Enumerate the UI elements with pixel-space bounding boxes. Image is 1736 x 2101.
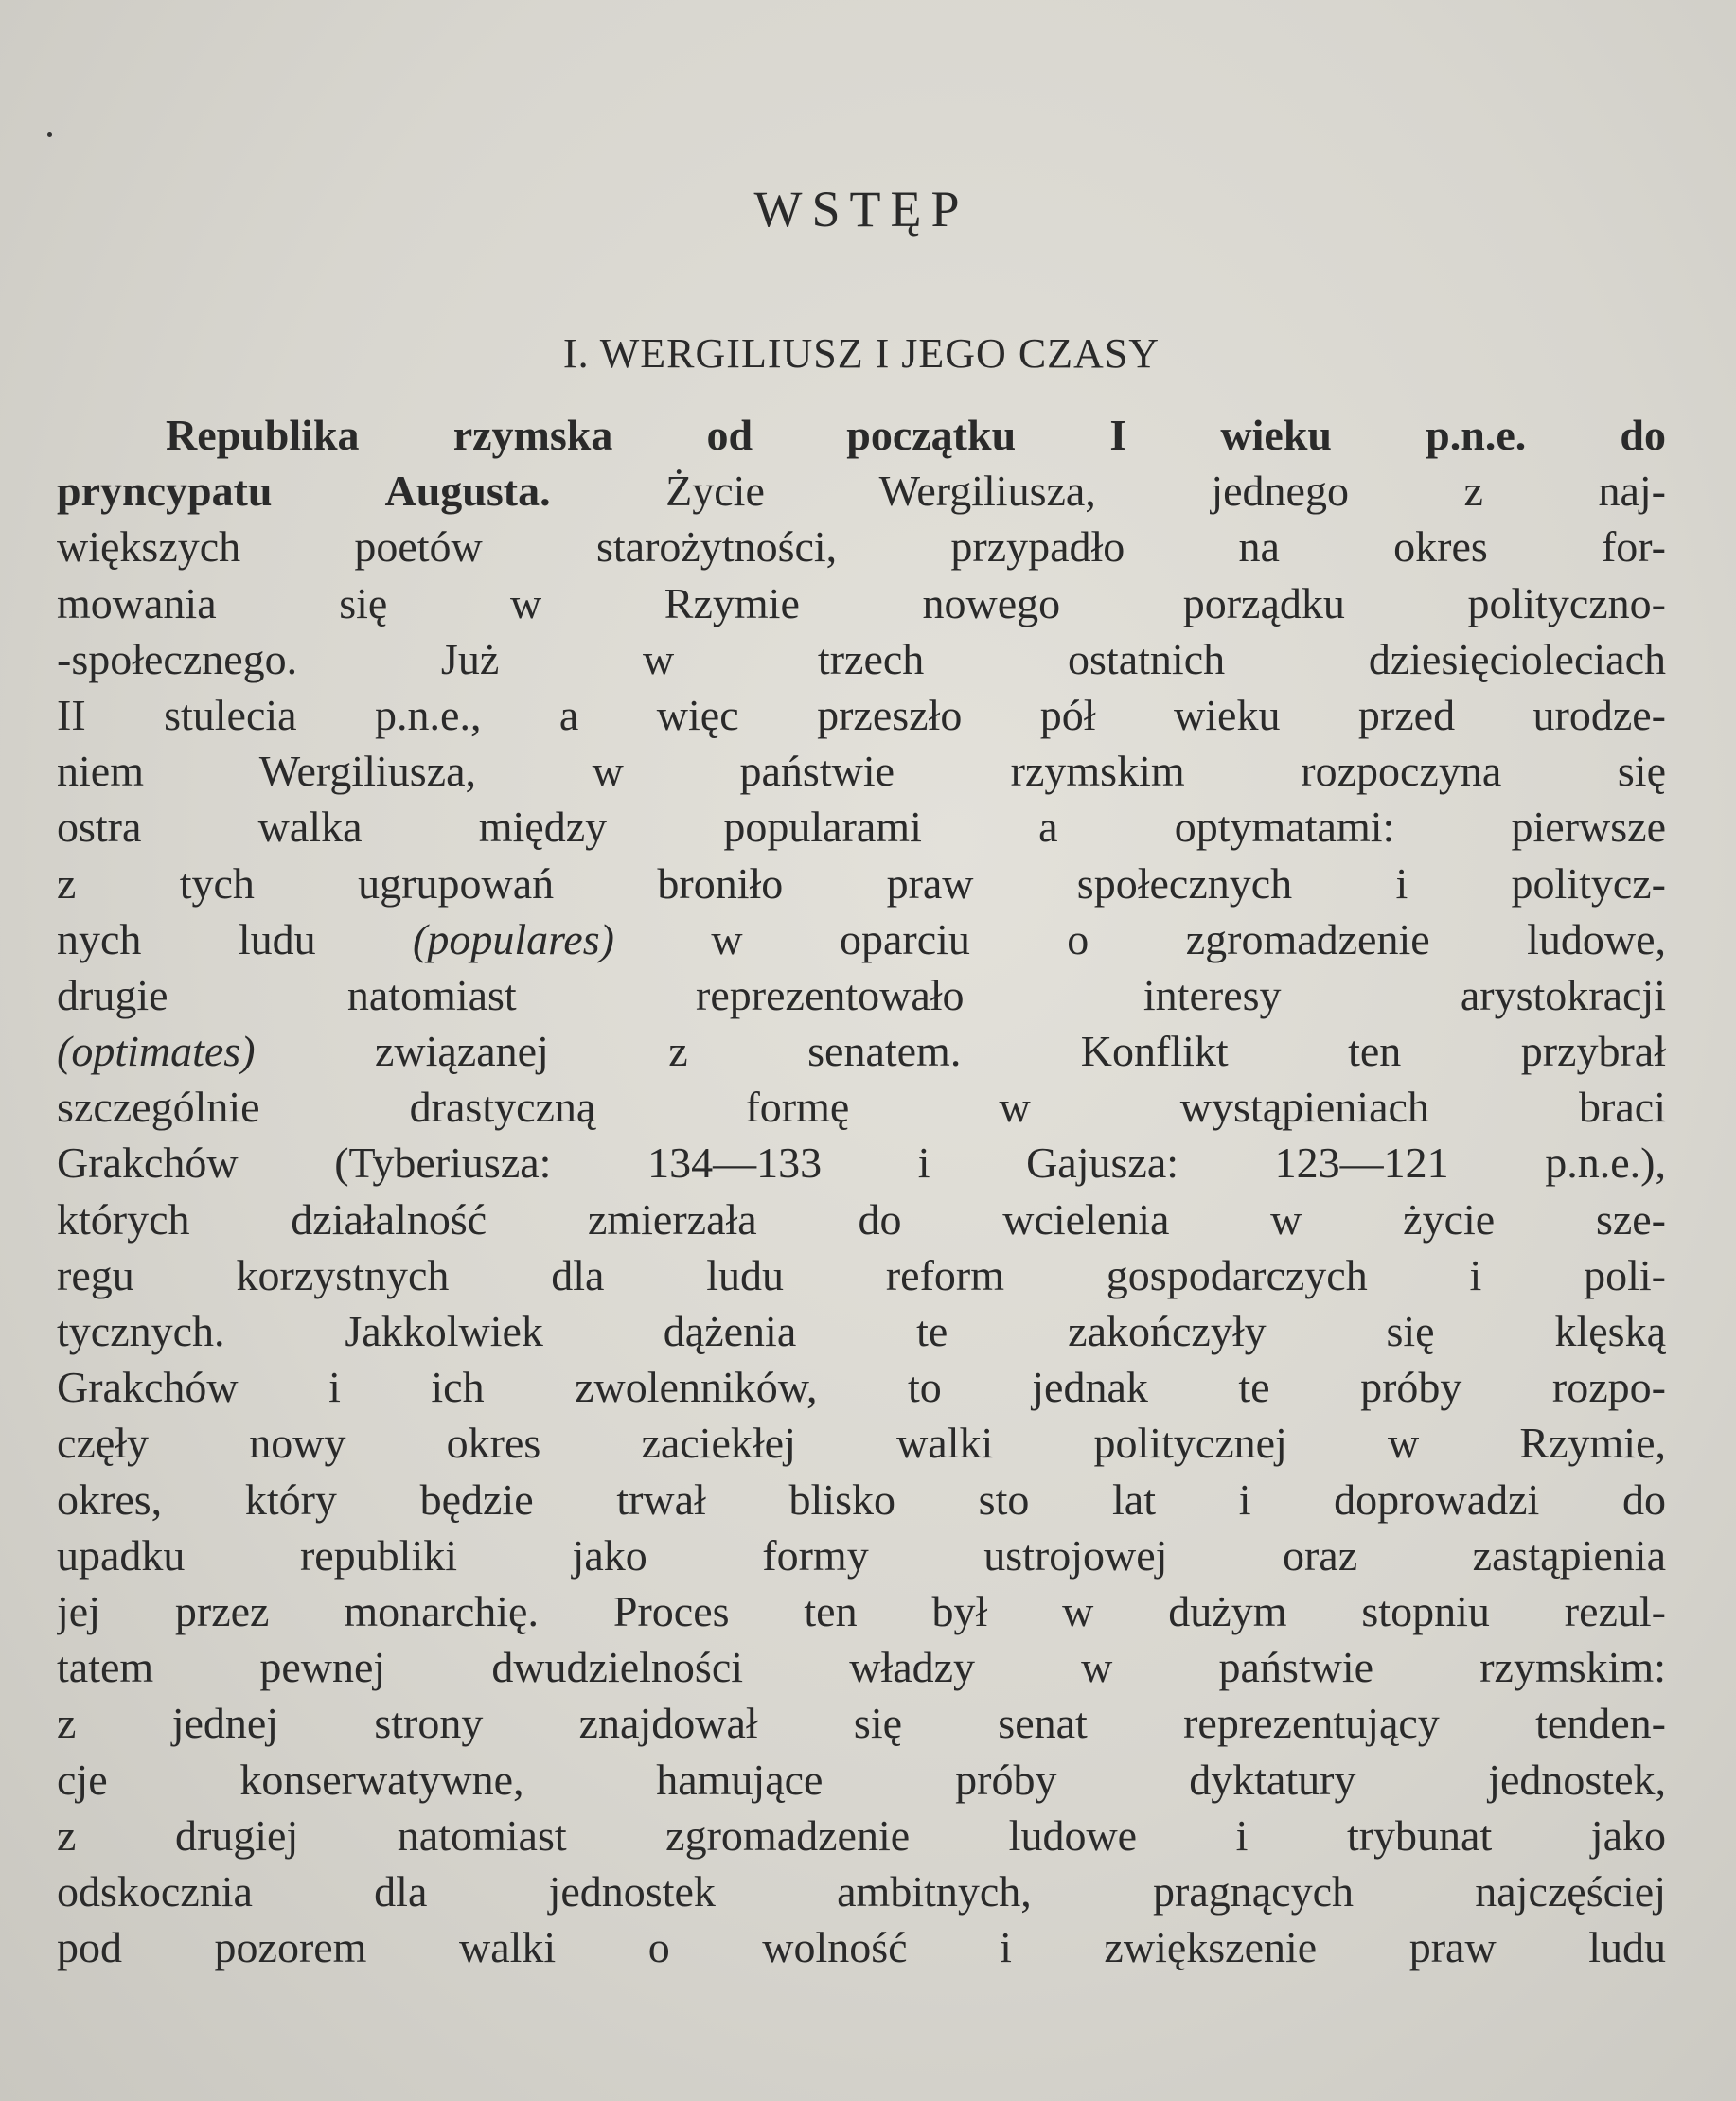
line-text: Grakchów (Tyberiusza: 134—133 i Gajusza: 123—121 p.n.e.), — [57, 1139, 1666, 1188]
text-line — [57, 1919, 1666, 1975]
line-text: tatem pewnej dwudzielności władzy w państwie rzymskim: — [57, 1643, 1666, 1692]
text-line — [57, 743, 1666, 799]
text-line — [57, 1808, 1666, 1863]
line-text: okres, który będzie trwał blisko sto lat i doprowadzi do — [57, 1474, 1666, 1524]
line-text: nych ludu — [57, 914, 414, 963]
chapter-title: WSTĘP — [753, 181, 969, 238]
text-line — [57, 1527, 1666, 1583]
text-line — [57, 1639, 1666, 1695]
italic-term: (populares) — [413, 914, 614, 963]
text-line — [57, 1023, 1666, 1079]
text-line — [57, 1079, 1666, 1135]
line-text: większych poetów starożytności, przypadło na okres for- — [57, 522, 1666, 572]
text-line — [57, 1752, 1666, 1808]
text-line — [57, 799, 1666, 855]
line-text: tycznych. Jakkolwiek dążenia te zakończyły się klęską — [57, 1307, 1666, 1355]
text-line — [57, 1303, 1666, 1359]
line-text: Życie Wergiliusza, jednego z naj- — [550, 467, 1666, 516]
line-text: drugie natomiast reprezentowało interesy arystokracji — [57, 970, 1666, 1019]
line-text: częły nowy okres zaciekłej walki politycznej w Rzymie, — [57, 1419, 1666, 1468]
body-text — [57, 407, 1666, 1975]
line-text: których działalność zmierzała do wcielenia w życie sze- — [57, 1194, 1666, 1244]
text-line — [57, 1192, 1666, 1247]
book-page — [57, 0, 1666, 2101]
line-text-tail: w oparciu o zgromadzenie ludowe, — [613, 914, 1666, 963]
text-line — [57, 1472, 1666, 1527]
line-text: Grakchów i ich zwolenników, to jednak te próby rozpo- — [57, 1363, 1666, 1412]
line-text: mowania się w Rzymie nowego porządku polityczno- — [57, 578, 1666, 627]
text-line — [57, 575, 1666, 631]
line-text: z tych ugrupowań broniło praw społecznych i politycz- — [57, 858, 1666, 908]
line-text: regu korzystnych dla ludu reform gospodarczych i poli- — [57, 1250, 1666, 1299]
line-text-tail: związanej z senatem. Konflikt ten przybrał — [255, 1027, 1666, 1076]
text-line — [57, 519, 1666, 574]
section-title: I. WERGILIUSZ I JEGO CZASY — [562, 330, 1160, 377]
text-line — [57, 1863, 1666, 1919]
text-line — [57, 463, 1666, 519]
line-text: jej przez monarchię. Proces ten był w dużym stopniu rezul- — [57, 1586, 1666, 1635]
stray-dot-mark — [47, 132, 52, 137]
lead-heading-text: Republika rzymska od początku I wieku p.n.e. do — [166, 411, 1666, 459]
line-text: z jednej strony znajdował się senat reprezentujący tenden- — [57, 1699, 1666, 1748]
line-text: z drugiej natomiast zgromadzenie ludowe i trybunat jako — [57, 1810, 1666, 1860]
text-line — [57, 911, 1666, 967]
text-line — [57, 1135, 1666, 1191]
text-line — [57, 1247, 1666, 1303]
line-text: -społecznego. Już w trzech ostatnich dziesięcioleciach — [57, 634, 1666, 683]
text-line — [57, 1359, 1666, 1415]
text-line — [57, 1583, 1666, 1639]
line-text: ostra walka między popularami a optymatami: pierwsze — [57, 803, 1666, 852]
line-text: niem Wergiliusza, w państwie rzymskim rozpoczyna się — [57, 747, 1666, 796]
italic-term: (optimates) — [57, 1027, 256, 1076]
lead-heading-text: pryncypatu Augusta. — [57, 467, 551, 516]
text-line — [57, 631, 1666, 687]
line-text: pod pozorem walki o wolność i zwiększenie praw ludu — [57, 1923, 1666, 1972]
text-line — [57, 856, 1666, 911]
line-text: odskocznia dla jednostek ambitnych, pragnących najczęściej — [57, 1866, 1666, 1916]
text-line — [57, 407, 1666, 463]
line-text: cje konserwatywne, hamujące próby dyktatury jednostek, — [57, 1755, 1666, 1804]
text-line — [57, 967, 1666, 1023]
text-line — [57, 1695, 1666, 1751]
line-text: II stulecia p.n.e., a więc przeszło pół wieku przed urodze- — [57, 690, 1666, 739]
line-text: szczególnie drastyczną formę w wystąpieniach braci — [57, 1083, 1666, 1132]
text-line — [57, 1415, 1666, 1471]
line-text: upadku republiki jako formy ustrojowej oraz zastąpienia — [57, 1530, 1666, 1580]
text-line — [57, 687, 1666, 743]
